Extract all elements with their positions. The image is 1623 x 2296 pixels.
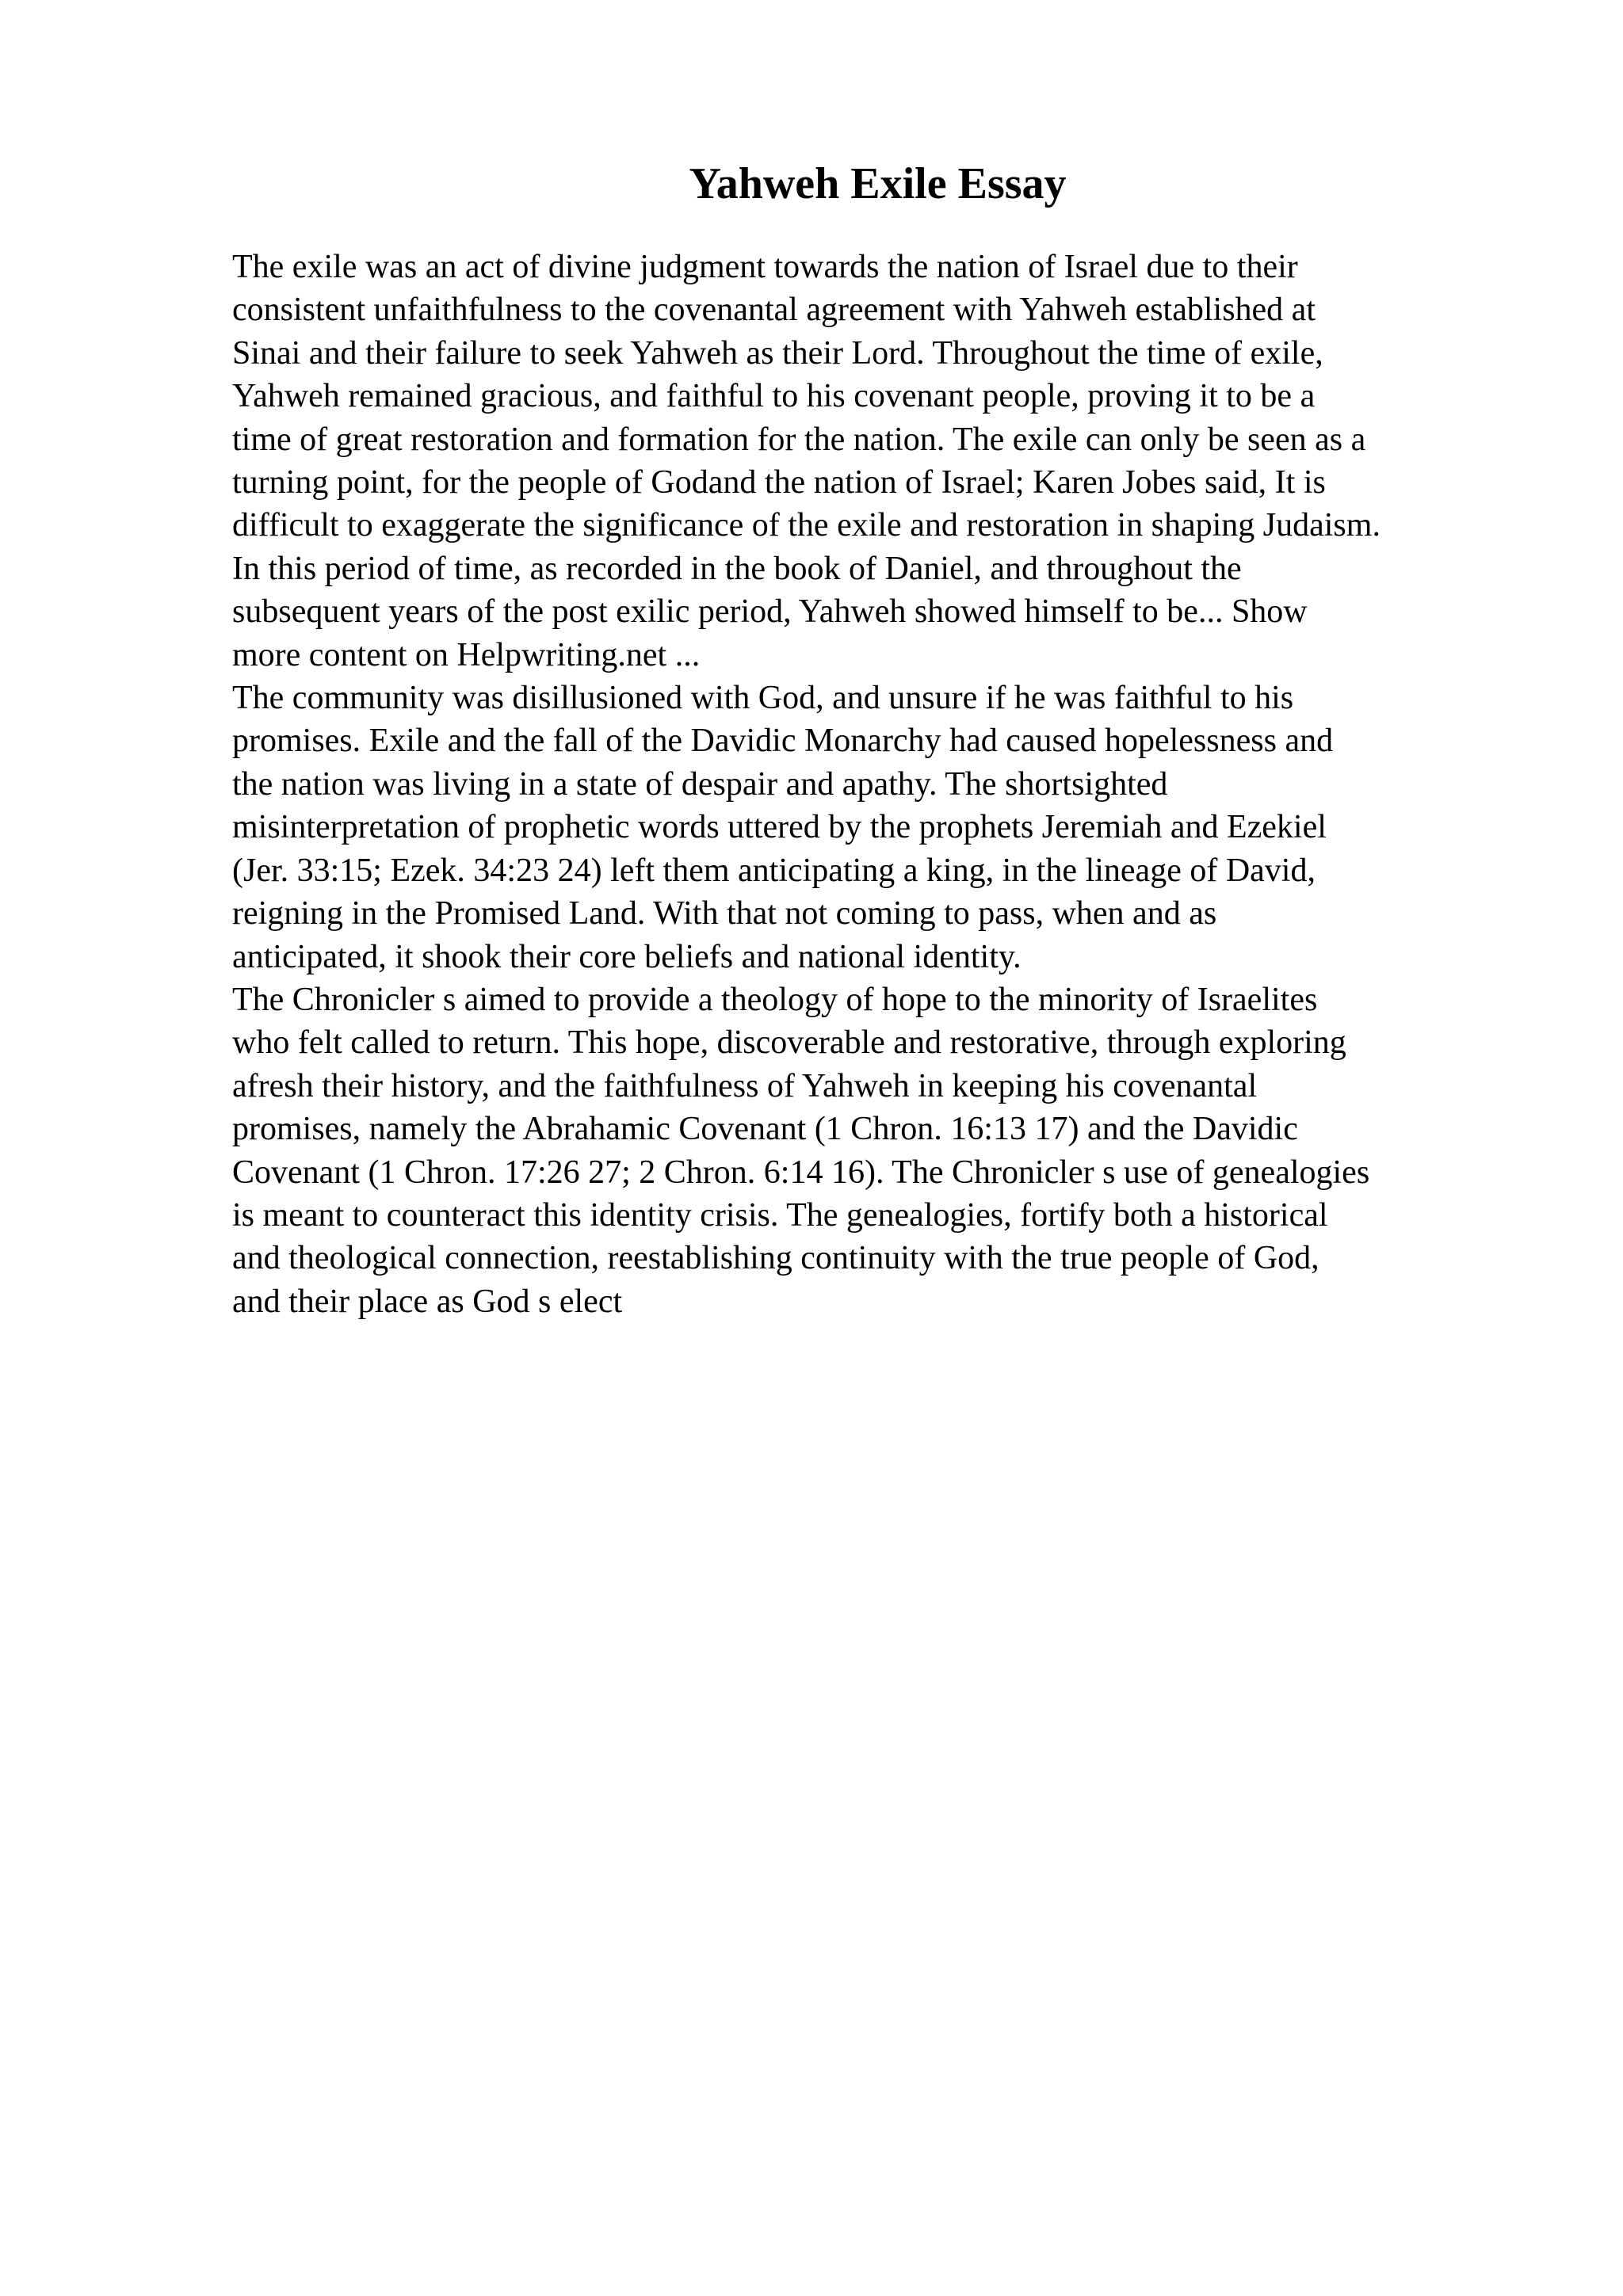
document-title: Yahweh Exile Essay	[689, 159, 1067, 208]
body-line: misinterpretation of prophetic words uttered by the prophets Jeremiah and Ezekiel	[232, 809, 1327, 846]
body-line: subsequent years of the post exilic period, Yahweh showed himself to be... Show	[232, 593, 1308, 631]
document-body	[232, 246, 1564, 1323]
body-line: difficult to exaggerate the significance of the exile and restoration in shaping Judaism.	[232, 507, 1381, 544]
body-line: The community was disillusioned with God, and unsure if he was faithful to his	[232, 680, 1294, 717]
body-line: consistent unfaithfulness to the covenantal agreement with Yahweh established at	[232, 292, 1316, 329]
body-line: afresh their history, and the faithfulness of Yahweh in keeping his covenantal	[232, 1067, 1258, 1104]
body-line: promises, namely the Abrahamic Covenant (1 Chron. 16:13 17) and the Davidic	[232, 1111, 1298, 1148]
body-line: promises. Exile and the fall of the Davidic Monarchy had caused hopelessness and	[232, 723, 1334, 760]
body-line: the nation was living in a state of despair and apathy. The shortsighted	[232, 765, 1168, 803]
body-line: and their place as God s elect	[232, 1283, 623, 1320]
body-line: time of great restoration and formation for the nation. The exile can only be seen as a	[232, 421, 1366, 458]
body-line: (Jer. 33:15; Ezek. 34:23 24) left them anticipating a king, in the lineage of David,	[232, 852, 1316, 889]
body-line: The exile was an act of divine judgment towards the nation of Israel due to their	[232, 249, 1298, 285]
body-line: anticipated, it shook their core beliefs and national identity.	[232, 938, 1022, 975]
body-line: Yahweh remained gracious, and faithful to his covenant people, proving it to be a	[232, 378, 1316, 415]
body-line: Covenant (1 Chron. 17:26 27; 2 Chron. 6:14 16). The Chronicler s use of genealogies	[232, 1154, 1370, 1191]
body-line: reigning in the Promised Land. With that not coming to pass, when and as	[232, 895, 1217, 933]
body-line: The Chronicler s aimed to provide a theology of hope to the minority of Israelites	[232, 981, 1318, 1018]
body-line: who felt called to return. This hope, discoverable and restorative, through exploring	[232, 1024, 1346, 1062]
body-line: more content on Helpwriting.net ...	[232, 636, 701, 673]
body-line: is meant to counteract this identity crisis. The genealogies, fortify both a historical	[232, 1196, 1328, 1234]
body-line: In this period of time, as recorded in the book of Daniel, and throughout the	[232, 550, 1242, 587]
body-line: Sinai and their failure to seek Yahweh as their Lord. Throughout the time of exile,	[232, 334, 1323, 372]
body-line: turning point, for the people of Godand the nation of Israel; Karen Jobes said, It is	[232, 464, 1326, 502]
body-line: and theological connection, reestablishing continuity with the true people of God,	[232, 1240, 1319, 1277]
